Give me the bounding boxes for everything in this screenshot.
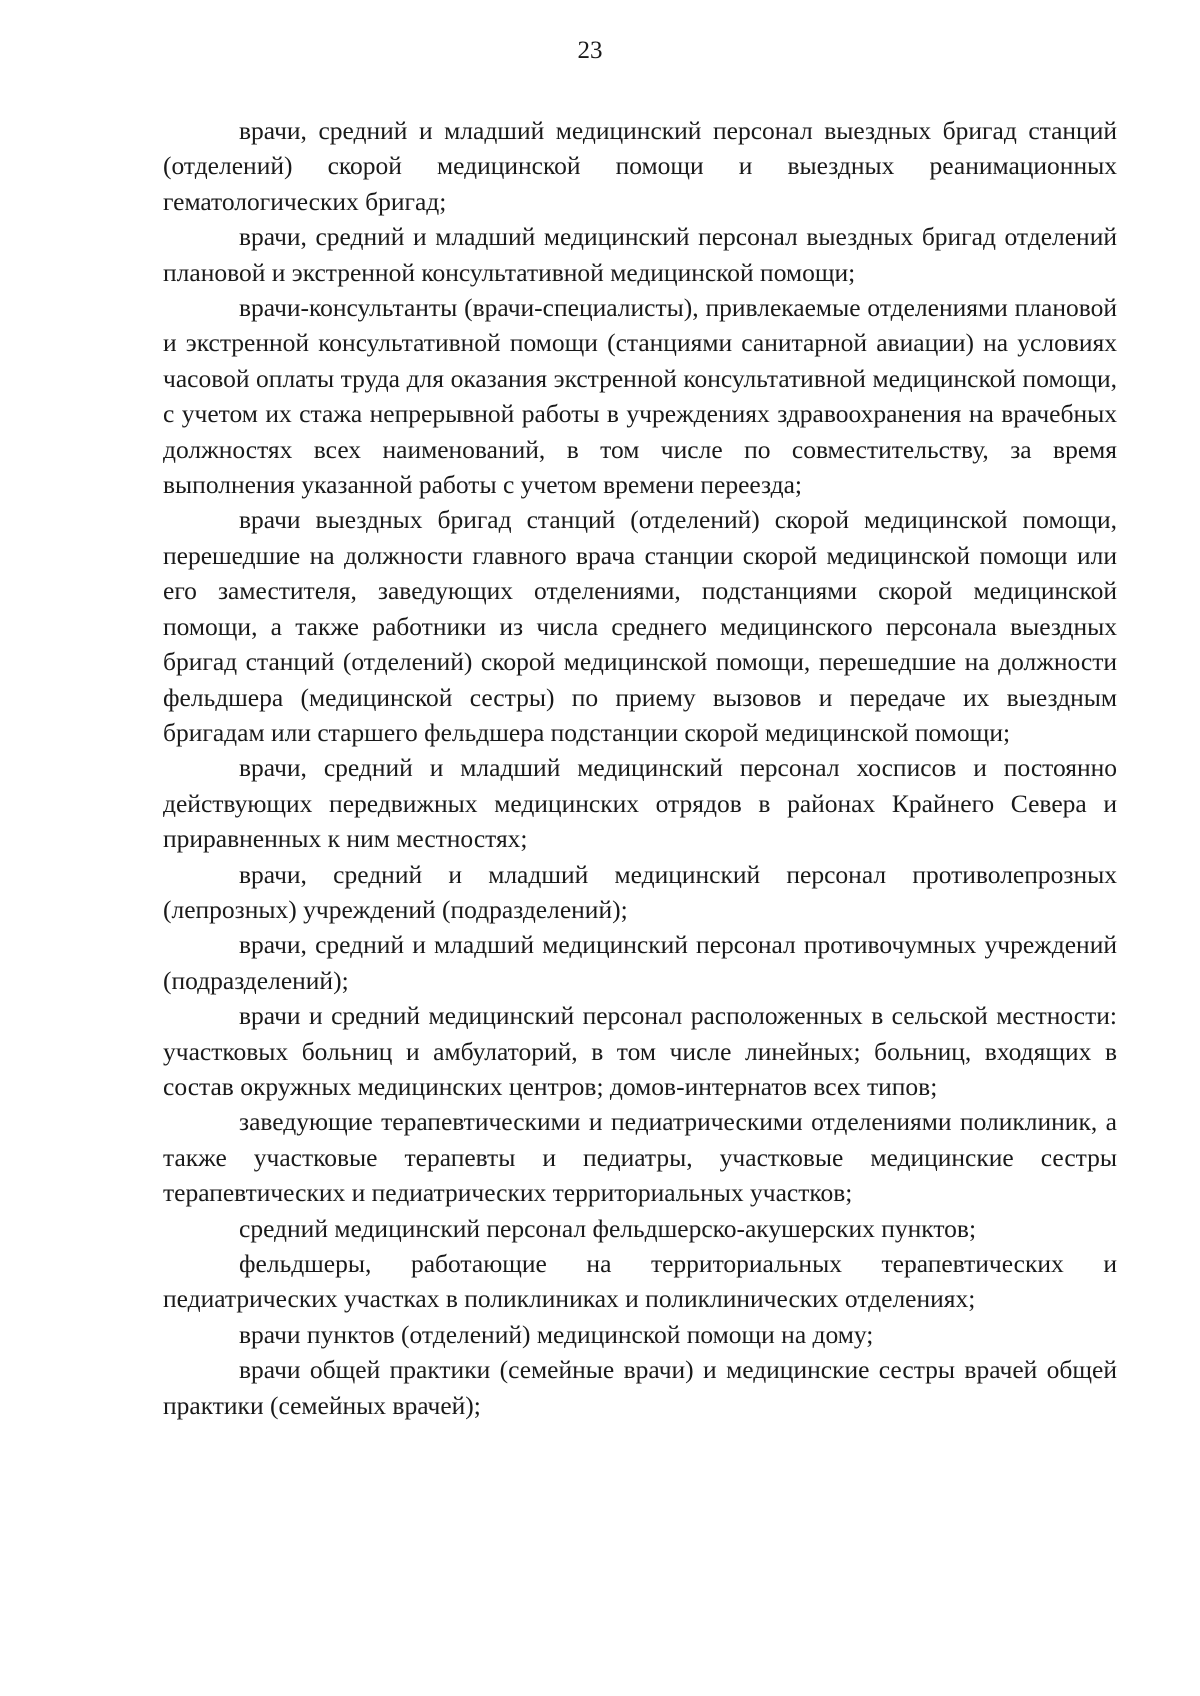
paragraph: врачи-консультанты (врачи-специалисты), привлекаемые отделениями плановой и экстренной консультативной помощи (станциями санитарной авиации) на условиях часовой оплаты труда для оказания экстренной консультативной медицинской помощи, с учетом их стажа непрерывной работы в учреждениях здравоохранения на врачебных должностях всех наименований, в том числе по совместительству, за время выполнения указанной работы с учетом времени переезда; [163,293,1117,500]
paragraph: врачи, средний и младший медицинский персонал противолепрозных (лепрозных) учреждений (подразделений); [163,859,1117,924]
paragraph: фельдшеры, работающие на территориальных терапевтических и педиатрических участках в поликлиниках и поликлинических отделениях; [163,1249,1117,1314]
page-number: 23 [577,37,603,64]
paragraph: врачи общей практики (семейные врачи) и медицинские сестры врачей общей практики (семейных врачей); [163,1355,1117,1420]
paragraph: врачи, средний и младший медицинский персонал выездных бригад отделений плановой и экстренной консультативной медицинской помощи; [163,222,1117,287]
paragraph: врачи, средний и младший медицинский персонал выездных бригад станций (отделений) скорой медицинской помощи и выездных реанимационных гематологических бригад; [163,116,1117,216]
paragraph: врачи пунктов (отделений) медицинской помощи на дому; [239,1319,874,1349]
paragraph: заведующие терапевтическими и педиатрическими отделениями поликлиник, а также участковые терапевты и педиатры, участковые медицинские сестры терапевтических и педиатрических территориальных участков; [163,1107,1117,1208]
paragraph: врачи, средний и младший медицинский персонал хосписов и постоянно действующих передвижных медицинских отрядов в районах Крайнего Севера и приравненных к ним местностях; [163,753,1117,854]
document-body [163,113,1117,1423]
paragraph: врачи выездных бригад станций (отделений) скорой медицинской помощи, перешедшие на должности главного врача станции скорой медицинской помощи или его заместителя, заведующих отделениями, подстанциями скорой медицинской помощи, а также работники из числа среднего медицинского персонала выездных бригад станций (отделений) скорой медицинской помощи, перешедшие на должности фельдшера (медицинской сестры) по приему вызовов и передаче их выездным бригадам или старшего фельдшера подстанции скорой медицинской помощи; [163,505,1117,747]
paragraph: врачи, средний и младший медицинский персонал противочумных учреждений (подразделений); [163,930,1117,995]
paragraph: средний медицинский персонал фельдшерско-акушерских пунктов; [239,1213,977,1243]
paragraph: врачи и средний медицинский персонал расположенных в сельской местности: участковых больниц и амбулаторий, в том числе линейных; больниц, входящих в состав окружных медицинских центров; домов-интернатов всех типов; [163,1001,1117,1101]
